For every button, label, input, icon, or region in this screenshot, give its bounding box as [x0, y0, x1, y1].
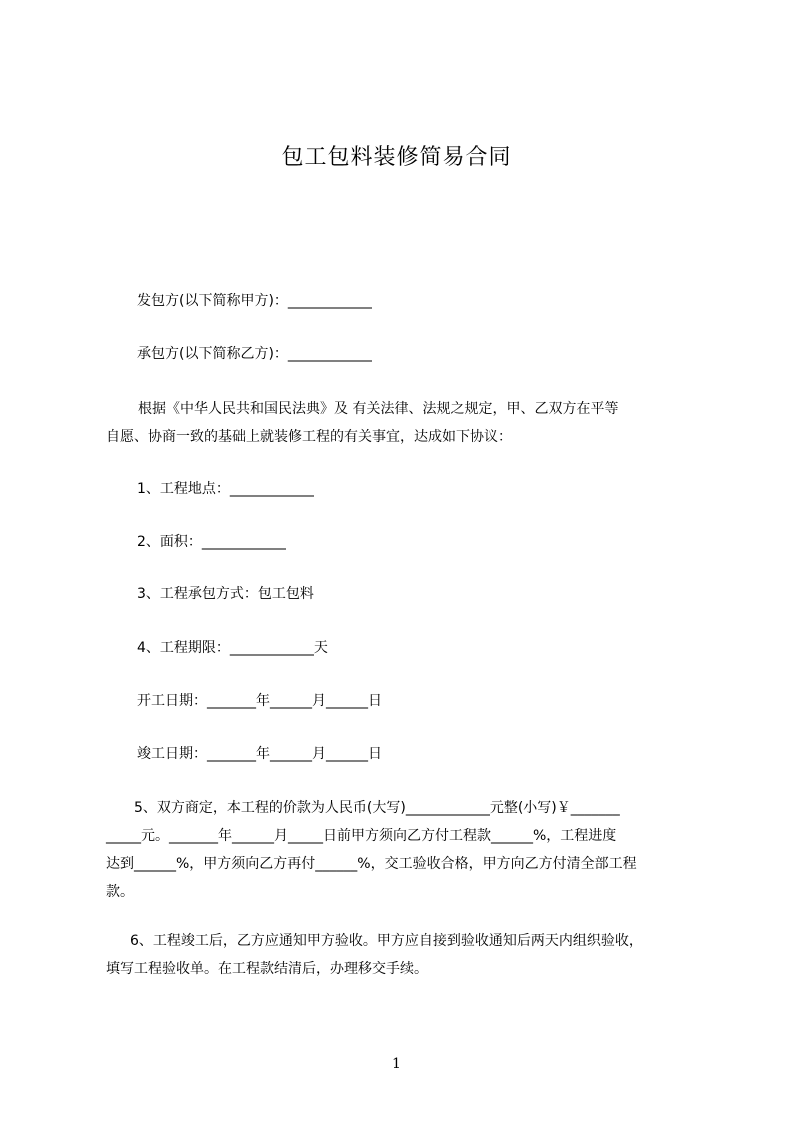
party-b-line: 承包方(以下简称乙方)：____________ [137, 346, 372, 362]
completion-date-line: 竣工日期：_______年______月______日 [137, 746, 382, 762]
clause-6-paragraph [106, 927, 706, 983]
intro-line-1: 根据《中华人民共和国民法典》及 有关法律、法规之规定，甲、乙双方在平等 [138, 401, 619, 417]
intro-line-2: 自愿、协商一致的基础上就装修工程的有关事宜，达成如下协议： [106, 429, 512, 445]
clause-2-area: 2、面积：____________ [137, 534, 286, 550]
clause-5-line-3: 达到______%，甲方须向乙方再付______%，交工验收合格，甲方向乙方付清全部工程 [106, 856, 637, 872]
clause-6-line-2: 填写工程验收单。在工程款结清后，办理移交手续。 [106, 961, 428, 977]
intro-paragraph-cont [106, 423, 706, 451]
clause-4-period: 4、工程期限：____________天 [137, 640, 328, 656]
page-number: 1 [392, 1056, 401, 1072]
clause-5-line-2: _____元。_______年______月_____日前甲方须向乙方付工程款______%，工程进度 [106, 828, 617, 844]
clause-5-line-4: 款。 [106, 884, 134, 900]
clause-3-method: 3、工程承包方式：包工包料 [137, 586, 314, 602]
contract-title: 包工包料装修简易合同 [281, 145, 512, 170]
clause-5-paragraph [106, 794, 706, 906]
intro-paragraph [138, 395, 738, 423]
start-date-line: 开工日期：_______年______月______日 [137, 693, 382, 709]
clause-5-line-1: 5、双方商定，本工程的价款为人民币(大写)____________元整(小写)￥_______ [134, 800, 620, 816]
clause-1-location: 1、工程地点：____________ [137, 481, 314, 497]
party-a-line: 发包方(以下简称甲方)：____________ [137, 293, 372, 309]
clause-6-line-1: 6、工程竣工后，乙方应通知甲方验收。甲方应自接到验收通知后两天内组织验收， [130, 933, 643, 949]
